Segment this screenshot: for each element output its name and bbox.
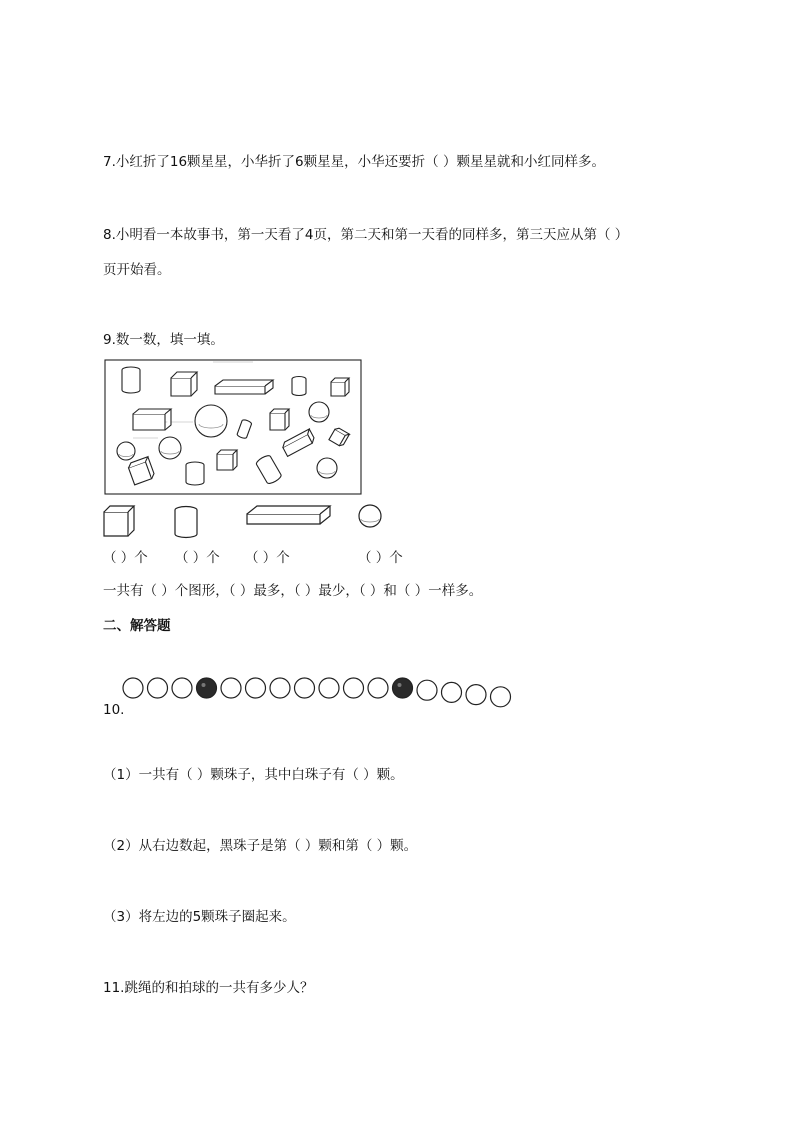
black-bead bbox=[393, 678, 413, 698]
white-bead bbox=[368, 678, 388, 698]
bead-highlight bbox=[202, 683, 206, 687]
count-cuboid: （ ）个 bbox=[245, 550, 290, 566]
white-bead bbox=[246, 678, 266, 698]
question-8-line-2: 页开始看。 bbox=[103, 262, 171, 278]
count-sphere: （ ）个 bbox=[358, 550, 403, 566]
white-bead bbox=[442, 682, 462, 702]
sphere-icon bbox=[117, 442, 135, 460]
cylinder-icon bbox=[175, 507, 197, 538]
white-bead bbox=[172, 678, 192, 698]
shapes-picture bbox=[103, 358, 365, 498]
question-10-number: 10. bbox=[103, 702, 125, 718]
section-heading: 二、解答题 bbox=[103, 618, 171, 634]
cylinder-icon bbox=[122, 367, 140, 393]
cylinder-icon bbox=[186, 462, 204, 485]
count-cube: （ ）个 bbox=[103, 550, 148, 566]
question-11: 11.跳绳的和拍球的一共有多少人？ bbox=[103, 980, 314, 996]
white-bead bbox=[466, 685, 486, 705]
sphere-icon bbox=[195, 405, 227, 437]
question-9-title: 9.数一数，填一填。 bbox=[103, 332, 224, 348]
white-bead bbox=[417, 680, 437, 700]
sphere-icon bbox=[359, 505, 381, 527]
white-bead bbox=[270, 678, 290, 698]
cylinder-icon bbox=[292, 377, 306, 396]
sphere-icon bbox=[159, 437, 181, 459]
sphere-icon bbox=[309, 402, 329, 422]
question-10-part-1: （1）一共有（ ）颗珠子，其中白珠子有（ ）颗。 bbox=[103, 767, 404, 783]
white-bead bbox=[148, 678, 168, 698]
question-7: 7.小红折了16颗星星，小华折了6颗星星，小华还要折（ ）颗星星就和小红同样多。 bbox=[103, 154, 605, 170]
cube-icon bbox=[104, 506, 134, 536]
black-bead bbox=[197, 678, 217, 698]
question-8-line-1: 8.小明看一本故事书，第一天看了4页，第二天和第一天看的同样多，第三天应从第（ ） bbox=[103, 227, 629, 243]
bead-highlight bbox=[398, 683, 402, 687]
cuboid-icon bbox=[247, 506, 330, 524]
cuboid-icon bbox=[215, 380, 273, 394]
white-bead bbox=[221, 678, 241, 698]
count-cylinder: （ ）个 bbox=[175, 550, 220, 566]
white-bead bbox=[295, 678, 315, 698]
cuboid-icon bbox=[133, 409, 171, 430]
white-bead bbox=[319, 678, 339, 698]
sphere-icon bbox=[317, 458, 337, 478]
bead-row bbox=[120, 676, 520, 716]
white-bead bbox=[123, 678, 143, 698]
white-bead bbox=[344, 678, 364, 698]
question-10-part-2: （2）从右边数起，黑珠子是第（ ）颗和第（ ）颗。 bbox=[103, 838, 418, 854]
shape-legend bbox=[100, 502, 390, 544]
question-9-summary: 一共有（ ）个图形，（ ）最多，（ ）最少，（ ）和（ ）一样多。 bbox=[103, 583, 483, 599]
white-bead bbox=[491, 687, 511, 707]
question-10-part-3: （3）将左边的5颗珠子圈起来。 bbox=[103, 909, 296, 925]
